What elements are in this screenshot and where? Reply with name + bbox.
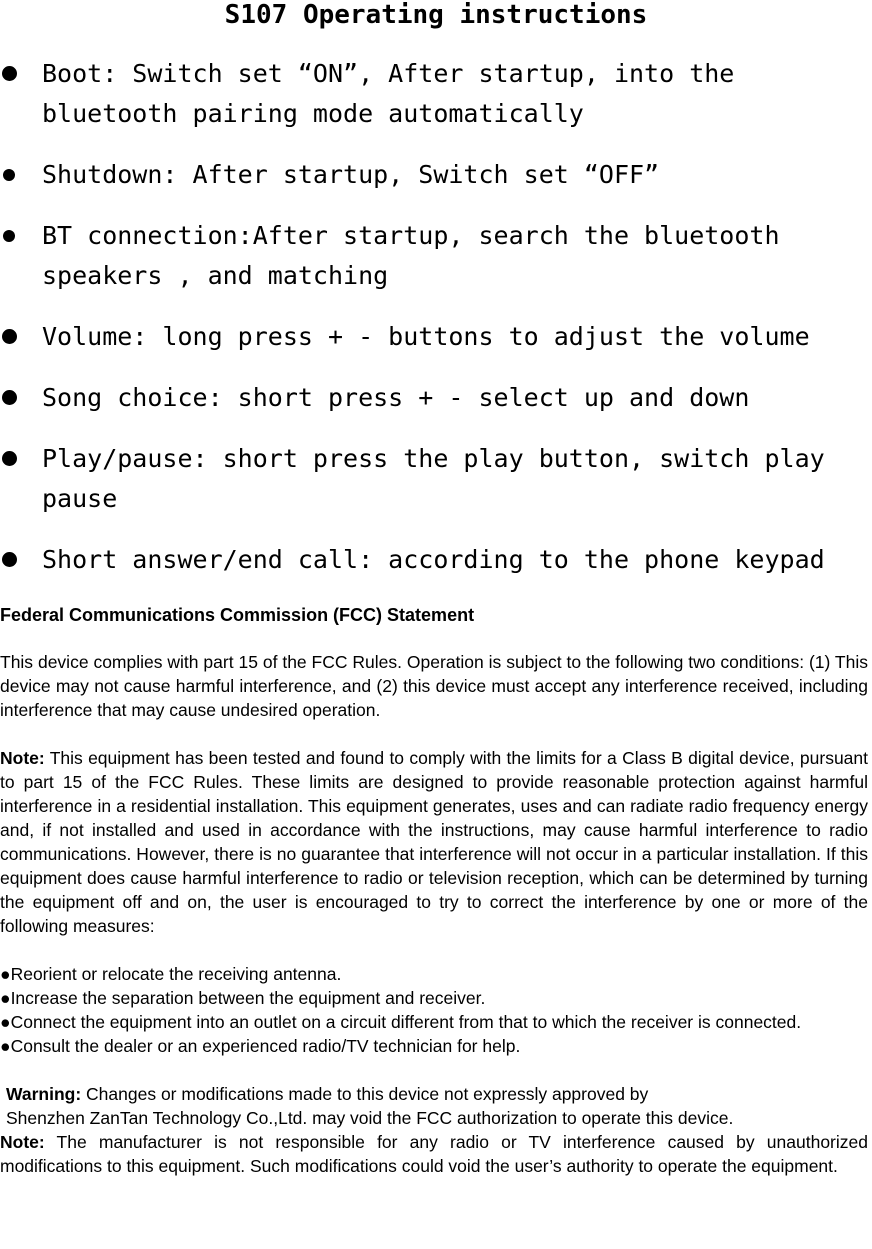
instruction-item [0, 54, 872, 134]
bullet-icon [3, 230, 15, 242]
note-text: This equipment has been tested and found to comply with the limits for a Class B digital device, pursuant to part 15 of the FCC Rules. These limits are designed to provide reasonable protection against harmful interference in a residential installation. This equipment generates, uses and can radiate radio frequency energy and, if not installed and used in accordance with the instructions, may cause harmful interference to radio communications. However, there is no guarantee that interference will not occur in a particular installation. If this equipment does cause harmful interference to radio or television reception, which can be determined by turning the equipment off and on, the user is encouraged to try to correct the interference by one or more of the following measures: [0, 748, 868, 936]
fcc-warning [0, 1082, 868, 1130]
fcc-note-2 [0, 1130, 868, 1178]
instruction-text: Play/pause: short press the play button, switch play pause [42, 444, 840, 513]
instruction-item [0, 317, 872, 357]
instruction-text: Song choice: short press + - select up and down [42, 383, 750, 412]
fcc-statement [0, 604, 868, 1178]
bullet-icon [2, 552, 17, 567]
instruction-item [0, 439, 872, 519]
measure-item: ●Consult the dealer or an experienced radio/TV technician for help. [0, 1036, 521, 1056]
bullet-icon [2, 329, 17, 344]
instruction-text: BT connection:After startup, search the bluetooth speakers , and matching [42, 221, 795, 290]
instruction-text: Volume: long press + - buttons to adjust the volume [42, 322, 810, 351]
instruction-item [0, 216, 872, 296]
bullet-icon [3, 169, 15, 181]
note2-text: The manufacturer is not responsible for any radio or TV interference caused by unauthorized modifications to this equipment. Such modifications could void the user’s authority to operate the equipment. [0, 1132, 868, 1176]
warning-text-1: Changes or modifications made to this device not expressly approved by [81, 1084, 649, 1104]
instruction-text: Short answer/end call: according to the phone keypad [42, 545, 825, 574]
note-label: Note: [0, 748, 45, 768]
measure-item: ●Increase the separation between the equipment and receiver. [0, 988, 486, 1008]
bullet-icon [2, 66, 17, 81]
warning-text-2: Shenzhen ZanTan Technology Co.,Ltd. may void the FCC authorization to operate this device. [6, 1108, 734, 1128]
measures-list [0, 962, 868, 1058]
instruction-text: Shutdown: After startup, Switch set “OFF” [42, 160, 660, 189]
fcc-heading: Federal Communications Commission (FCC) Statement [0, 605, 475, 625]
measure-item: ●Connect the equipment into an outlet on a circuit different from that to which the receiver is connected. [0, 1012, 802, 1032]
note2-label: Note: [0, 1132, 45, 1152]
fcc-note [0, 746, 868, 938]
bullet-icon [2, 451, 17, 466]
operating-instructions-list [0, 54, 872, 601]
instruction-text: Boot: Switch set “ON”, After startup, into the bluetooth pairing mode automatically [42, 59, 750, 128]
document-title: S107 Operating instructions [224, 0, 648, 30]
instruction-item [0, 378, 872, 418]
measure-item: ●Reorient or relocate the receiving antenna. [0, 964, 342, 984]
fcc-intro: This device complies with part 15 of the FCC Rules. Operation is subject to the following two conditions: (1) This device may not cause harmful interference, and (2) this device must accept any interference received, including interference that may cause undesired operation. [0, 652, 868, 720]
warning-label: Warning: [6, 1084, 82, 1104]
instruction-item [0, 540, 872, 580]
bullet-icon [2, 390, 17, 405]
instruction-item [0, 155, 872, 195]
